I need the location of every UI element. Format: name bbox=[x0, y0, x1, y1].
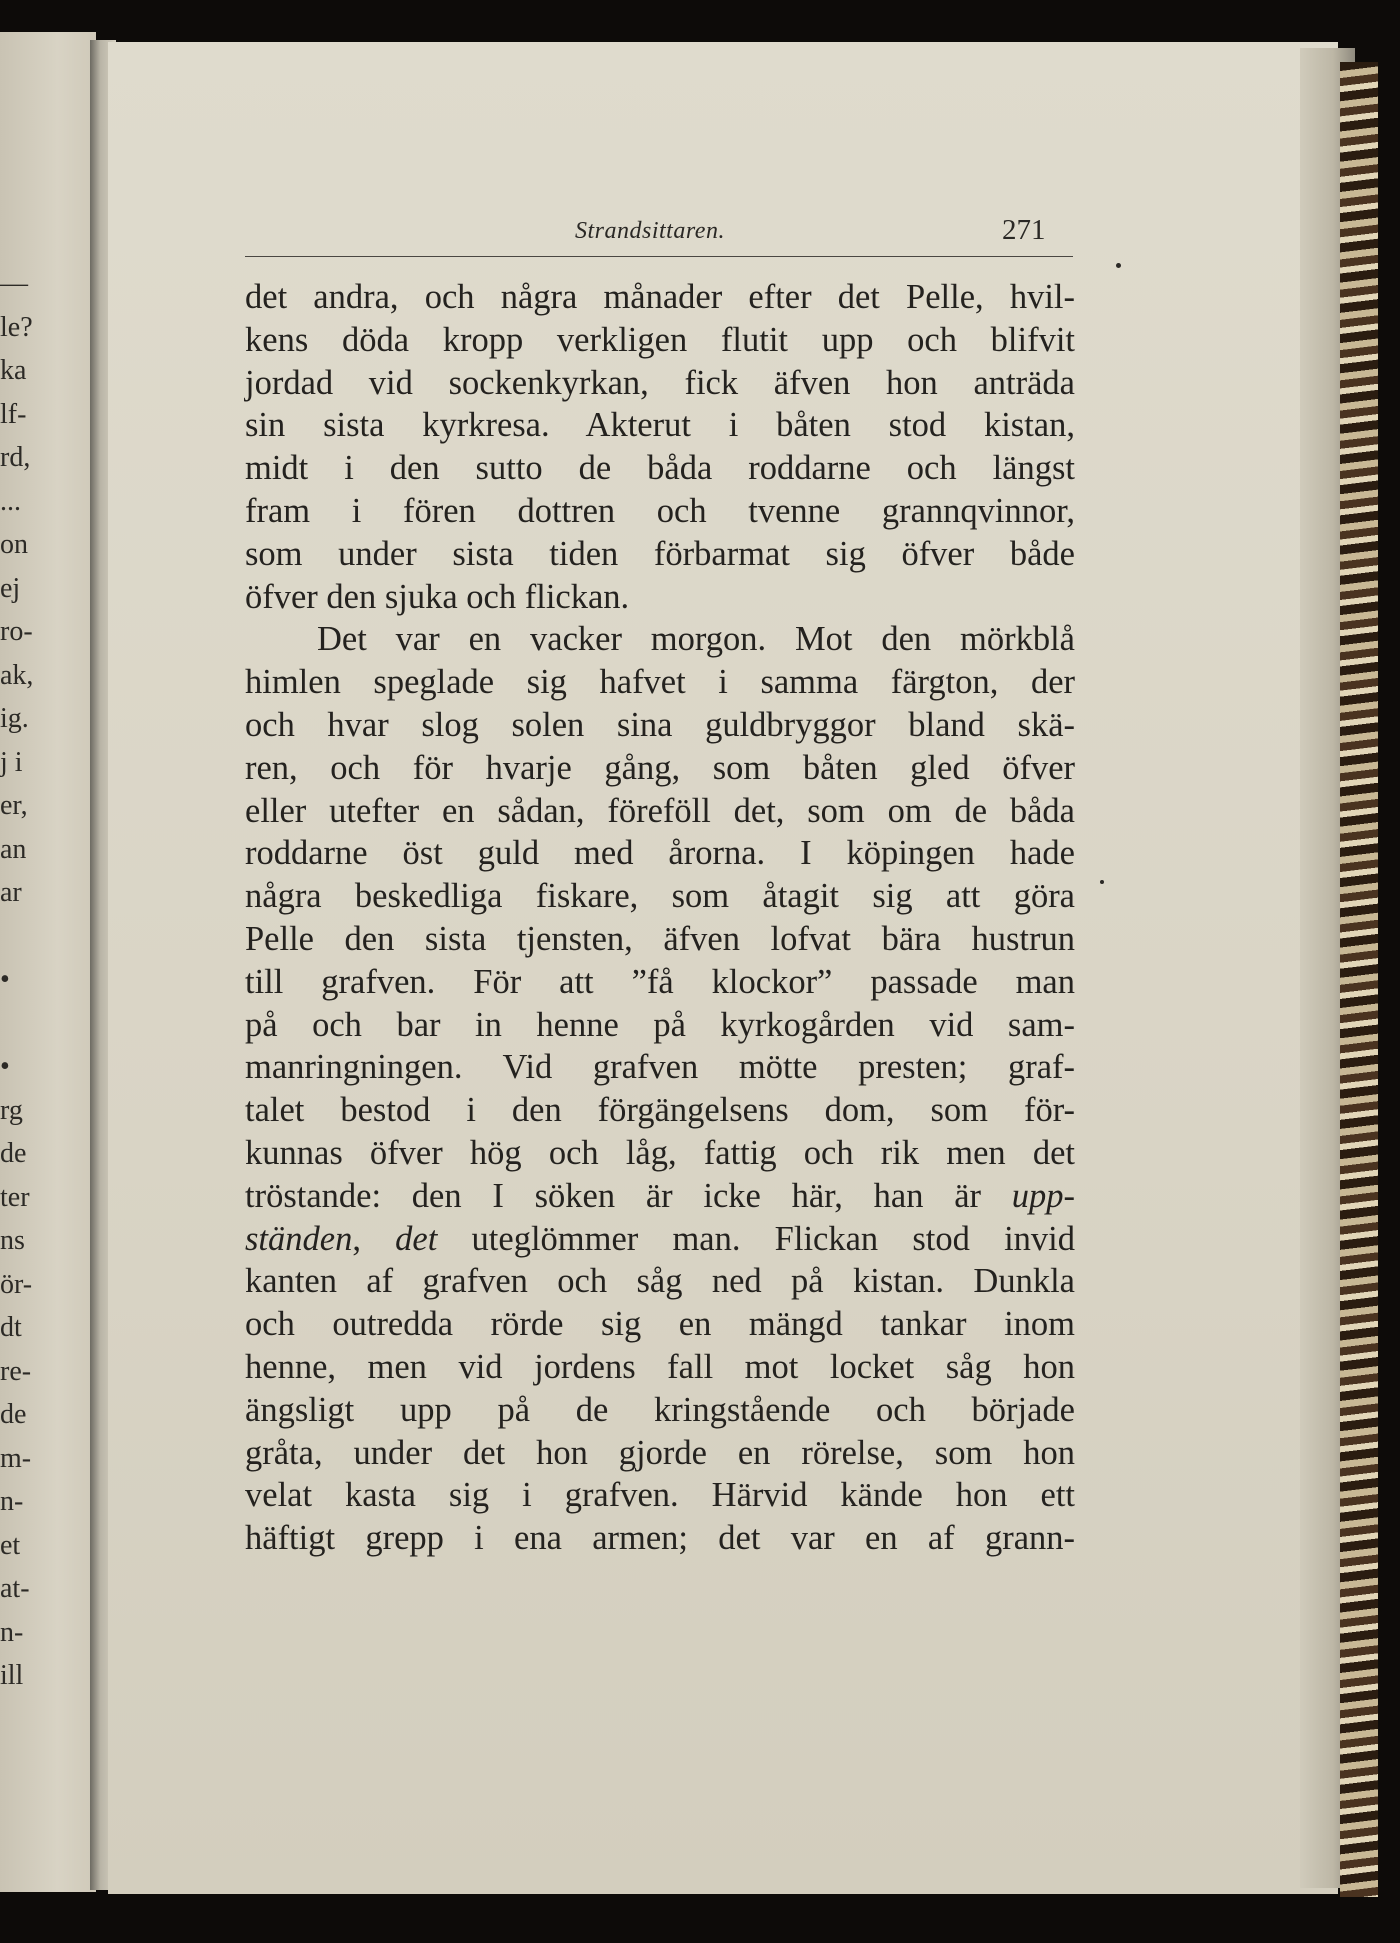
previous-page-fragment: ak, bbox=[0, 659, 34, 691]
previous-page-fragment: ka bbox=[0, 355, 27, 386]
running-head bbox=[245, 210, 1073, 257]
previous-page-fragment bbox=[0, 1002, 40, 1046]
previous-page-fragment: ej bbox=[0, 572, 21, 604]
text-line: ren, och för hvarje gång, som båten gled öfver bbox=[245, 748, 1075, 787]
body-text bbox=[245, 276, 1075, 1560]
text-line: henne, men vid jordens fall mot locket såg hon bbox=[245, 1347, 1075, 1386]
previous-page-fragment: dt bbox=[0, 1312, 22, 1343]
previous-page-fragment: rd, bbox=[0, 442, 31, 473]
text-line: och outredda rörde sig en mängd tankar inom bbox=[245, 1305, 1075, 1344]
text-line: jordad vid sockenkyrkan, fick äfven hon anträda bbox=[245, 363, 1075, 402]
previous-page-fragment: lf- bbox=[0, 398, 27, 430]
text-segment: tröstande: den I söken är icke här, han är bbox=[245, 1176, 981, 1215]
previous-page-fragment: on bbox=[0, 529, 28, 560]
previous-page-fragment: de bbox=[0, 1399, 27, 1430]
text-line: på och bar in henne på kyrkogården vid sam- bbox=[245, 1005, 1075, 1044]
marbled-cover-edge bbox=[1340, 62, 1378, 1897]
previous-page-fragment: ig. bbox=[0, 703, 29, 734]
previous-page-fragment: m- bbox=[0, 1442, 32, 1474]
previous-page-fragment: an bbox=[0, 833, 27, 865]
previous-page-fragment: de bbox=[0, 1138, 27, 1169]
running-title: Strandsittaren. bbox=[575, 218, 725, 244]
previous-page-fragment: le? bbox=[0, 311, 33, 343]
text-line: Pelle den sista tjensten, äfven lofvat bära hustrun bbox=[245, 919, 1075, 958]
text-line: gråta, under det hon gjorde en rörelse, som hon bbox=[245, 1433, 1075, 1472]
text-line bbox=[245, 1218, 1075, 1261]
previous-page-fragment: re- bbox=[0, 1355, 32, 1387]
previous-page-fragment: • bbox=[0, 964, 10, 995]
text-line: manringningen. Vid grafven mötte presten; graf- bbox=[245, 1048, 1075, 1087]
text-line: till grafven. För att ”få klockor” passade man bbox=[245, 962, 1075, 1001]
previous-page-fragment: at- bbox=[0, 1573, 30, 1604]
italic-text: det bbox=[395, 1219, 438, 1258]
text-line: himlen speglade sig hafvet i samma färgton, der bbox=[245, 663, 1075, 702]
previous-page-text-fragments bbox=[0, 262, 40, 1698]
previous-page-fragment: er, bbox=[0, 790, 28, 821]
text-line: som under sista tiden förbarmat sig öfver både bbox=[245, 534, 1075, 573]
text-line: midt i den sutto de båda roddarne och längst bbox=[245, 449, 1075, 488]
text-line: sin sista kyrkresa. Akterut i båten stod kistan, bbox=[245, 406, 1075, 445]
previous-page-fragment: ... bbox=[0, 485, 21, 517]
text-line: velat kasta sig i grafven. Härvid kände hon ett bbox=[245, 1476, 1075, 1515]
paper-speck bbox=[1116, 263, 1121, 268]
text-line: eller utefter en sådan, föreföll det, som om de båda bbox=[245, 791, 1075, 830]
text-line: några beskedliga fiskare, som åtagit sig att göra bbox=[245, 877, 1075, 916]
previous-page-fragment: n- bbox=[0, 1616, 24, 1648]
text-line: och hvar slog solen sina guldbryggor bland skä- bbox=[245, 705, 1075, 744]
text-line: det andra, och några månader efter det Pelle, hvil- bbox=[245, 278, 1075, 316]
text-line: roddarne öst guld med årorna. I köpingen hade bbox=[245, 834, 1075, 873]
text-line: talet bestod i den förgängelsens dom, som för- bbox=[245, 1091, 1075, 1130]
previous-page-fragment: ter bbox=[0, 1181, 30, 1213]
italic-text: ständen bbox=[245, 1219, 353, 1258]
previous-page-fragment: n- bbox=[0, 1486, 24, 1517]
text-segment: uteglömmer man. Flickan stod invid bbox=[471, 1219, 1076, 1258]
previous-page-fragment: — bbox=[0, 268, 28, 299]
page-number: 271 bbox=[1002, 214, 1046, 246]
previous-page-fragment: • bbox=[0, 1051, 10, 1082]
text-line: Det var en vacker morgon. Mot den mörkblå bbox=[317, 620, 1075, 659]
previous-page-fragment: j i bbox=[0, 746, 23, 778]
text-line: kens döda kropp verkligen flutit upp och blifvit bbox=[245, 320, 1075, 359]
previous-page-fragment: ar bbox=[0, 877, 22, 908]
previous-page-fragment: ro- bbox=[0, 616, 33, 647]
previous-page-fragment: rg bbox=[0, 1094, 23, 1126]
text-line bbox=[245, 1175, 1075, 1218]
text-line: öfver den sjuka och flickan. bbox=[245, 577, 630, 616]
text-line: ängsligt upp på de kringstående och började bbox=[245, 1390, 1075, 1429]
text-line: kanten af grafven och såg ned på kistan. Dunkla bbox=[245, 1262, 1075, 1301]
italic-text: upp- bbox=[1011, 1176, 1075, 1215]
text-line: fram i fören dottren och tvenne grannqvinnor, bbox=[245, 491, 1075, 530]
previous-page-fragment bbox=[0, 915, 40, 959]
paper-speck bbox=[1100, 880, 1104, 884]
text-line: kunnas öfver hög och låg, fattig och rik men det bbox=[245, 1133, 1075, 1172]
previous-page-fragment: ill bbox=[0, 1660, 24, 1691]
previous-page-fragment: et bbox=[0, 1529, 21, 1561]
previous-page-fragment: ör- bbox=[0, 1268, 33, 1300]
text-line: häftigt grepp i ena armen; det var en af grann- bbox=[245, 1519, 1075, 1558]
previous-page-fragment: ns bbox=[0, 1225, 25, 1256]
text-segment: , bbox=[352, 1219, 361, 1258]
